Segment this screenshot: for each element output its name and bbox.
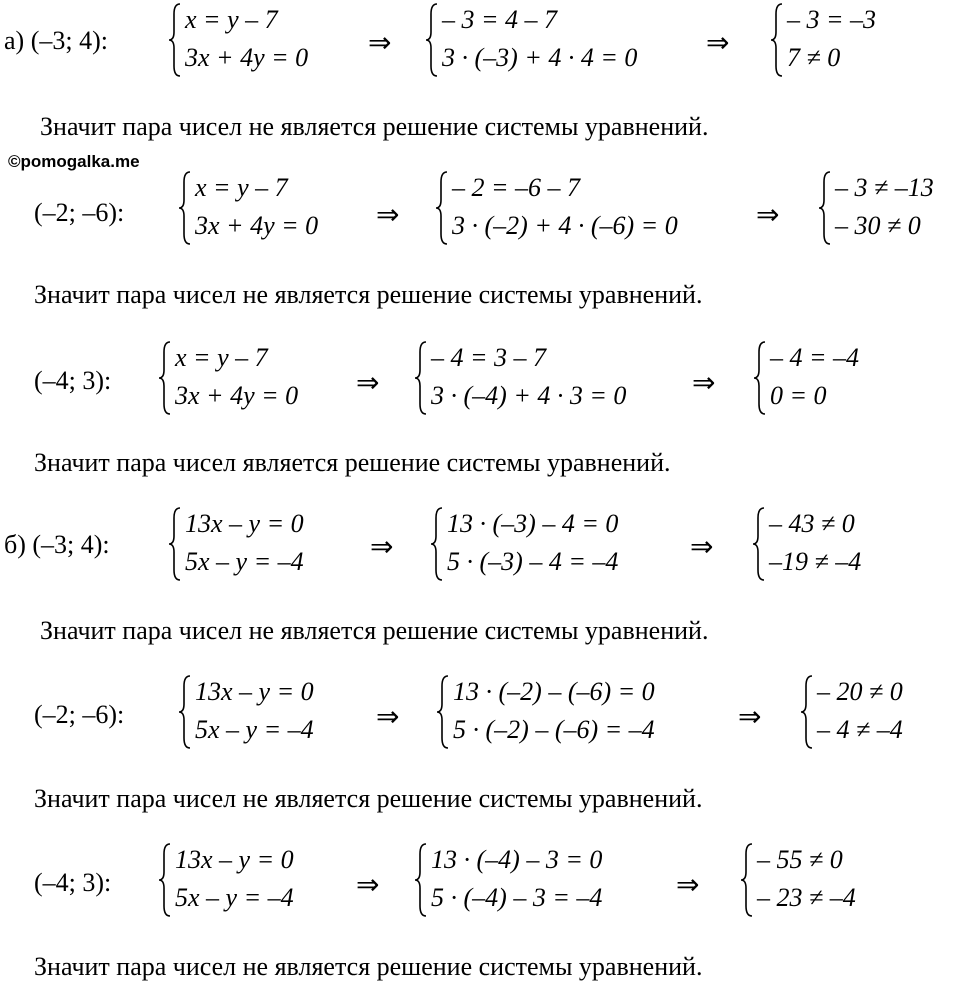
equation-2: 3 · (–4) + 4 · 3 = 0 bbox=[431, 381, 627, 410]
equation-2: 5 · (–4) – 3 = –4 bbox=[431, 883, 603, 912]
equation-2: 3x + 4y = 0 bbox=[175, 381, 299, 410]
pair-label: а) (–3; 4): bbox=[4, 26, 108, 55]
brace-icon bbox=[818, 170, 832, 246]
implies-icon: ⇒ bbox=[376, 198, 400, 231]
pair-label: (–4; 3): bbox=[34, 868, 112, 897]
conclusion-text: Значит пара чисел является решение системы уравнений. bbox=[34, 448, 671, 477]
solution-block bbox=[0, 506, 960, 616]
pair-label: (–4; 3): bbox=[34, 366, 112, 395]
solution-block bbox=[0, 842, 960, 952]
implies-icon: ⇒ bbox=[692, 366, 716, 399]
implies-icon: ⇒ bbox=[368, 26, 392, 59]
equation-2: – 23 ≠ –4 bbox=[757, 883, 856, 912]
brace-icon bbox=[158, 842, 172, 918]
equation-2: 3x + 4y = 0 bbox=[185, 43, 309, 72]
implies-icon: ⇒ bbox=[690, 530, 714, 563]
equation-1: – 20 ≠ 0 bbox=[817, 677, 903, 706]
solution-block bbox=[0, 170, 960, 280]
implies-icon: ⇒ bbox=[356, 366, 380, 399]
implies-icon: ⇒ bbox=[356, 868, 380, 901]
conclusion-text: Значит пара чисел не является решение системы уравнений. bbox=[40, 616, 709, 645]
equation-1: – 2 = –6 – 7 bbox=[452, 173, 581, 202]
brace-icon bbox=[753, 340, 767, 416]
equation-1: 13x – y = 0 bbox=[185, 509, 304, 538]
equation-2: 5x – y = –4 bbox=[175, 883, 294, 912]
brace-icon bbox=[414, 842, 428, 918]
equation-1: x = y – 7 bbox=[185, 5, 278, 34]
brace-icon bbox=[178, 674, 192, 750]
equation-1: – 3 = –3 bbox=[787, 5, 877, 34]
equation-2: – 30 ≠ 0 bbox=[835, 211, 921, 240]
equation-1: 13 · (–4) – 3 = 0 bbox=[431, 845, 603, 874]
pair-label: (–2; –6): bbox=[34, 198, 125, 227]
brace-icon bbox=[178, 170, 192, 246]
equation-2: 5 · (–2) – (–6) = –4 bbox=[453, 715, 655, 744]
equation-2: 3x + 4y = 0 bbox=[195, 211, 319, 240]
equation-1: – 43 ≠ 0 bbox=[769, 509, 855, 538]
brace-icon bbox=[158, 340, 172, 416]
equation-2: 5 · (–3) – 4 = –4 bbox=[447, 547, 619, 576]
brace-icon bbox=[740, 842, 754, 918]
pair-label: б) (–3; 4): bbox=[4, 530, 110, 559]
implies-icon: ⇒ bbox=[706, 26, 730, 59]
conclusion-text: Значит пара чисел не является решение системы уравнений. bbox=[40, 112, 709, 141]
conclusion-text: Значит пара чисел не является решение системы уравнений. bbox=[34, 952, 703, 981]
equation-2: 0 = 0 bbox=[770, 381, 827, 410]
equation-1: – 3 ≠ –13 bbox=[835, 173, 934, 202]
brace-icon bbox=[436, 674, 450, 750]
equation-1: x = y – 7 bbox=[195, 173, 288, 202]
implies-icon: ⇒ bbox=[370, 530, 394, 563]
equation-2: –19 ≠ –4 bbox=[769, 547, 862, 576]
equation-1: 13 · (–3) – 4 = 0 bbox=[447, 509, 619, 538]
implies-icon: ⇒ bbox=[738, 700, 762, 733]
brace-icon bbox=[168, 506, 182, 582]
equation-1: – 55 ≠ 0 bbox=[757, 845, 843, 874]
solution-block bbox=[0, 340, 960, 450]
equation-1: – 4 = –4 bbox=[770, 343, 860, 372]
equation-2: 3 · (–2) + 4 · (–6) = 0 bbox=[452, 211, 678, 240]
brace-icon bbox=[414, 340, 428, 416]
conclusion-text: Значит пара чисел не является решение системы уравнений. bbox=[34, 280, 703, 309]
solution-block bbox=[0, 674, 960, 784]
equation-2: 7 ≠ 0 bbox=[787, 43, 841, 72]
brace-icon bbox=[770, 2, 784, 78]
pair-label: (–2; –6): bbox=[34, 700, 125, 729]
equation-1: 13 · (–2) – (–6) = 0 bbox=[453, 677, 655, 706]
equation-1: – 4 = 3 – 7 bbox=[431, 343, 547, 372]
brace-icon bbox=[435, 170, 449, 246]
equation-2: 3 · (–3) + 4 · 4 = 0 bbox=[442, 43, 638, 72]
equation-2: 5x – y = –4 bbox=[195, 715, 314, 744]
brace-icon bbox=[800, 674, 814, 750]
implies-icon: ⇒ bbox=[676, 868, 700, 901]
equation-1: – 3 = 4 – 7 bbox=[442, 5, 558, 34]
solution-block bbox=[0, 2, 960, 112]
equation-1: 13x – y = 0 bbox=[195, 677, 314, 706]
brace-icon bbox=[168, 2, 182, 78]
watermark: ©pomogalka.me bbox=[8, 152, 140, 171]
equation-1: x = y – 7 bbox=[175, 343, 268, 372]
conclusion-text: Значит пара чисел не является решение системы уравнений. bbox=[34, 784, 703, 813]
brace-icon bbox=[430, 506, 444, 582]
implies-icon: ⇒ bbox=[756, 198, 780, 231]
brace-icon bbox=[425, 2, 439, 78]
equation-2: – 4 ≠ –4 bbox=[817, 715, 903, 744]
implies-icon: ⇒ bbox=[376, 700, 400, 733]
equation-2: 5x – y = –4 bbox=[185, 547, 304, 576]
equation-1: 13x – y = 0 bbox=[175, 845, 294, 874]
brace-icon bbox=[752, 506, 766, 582]
